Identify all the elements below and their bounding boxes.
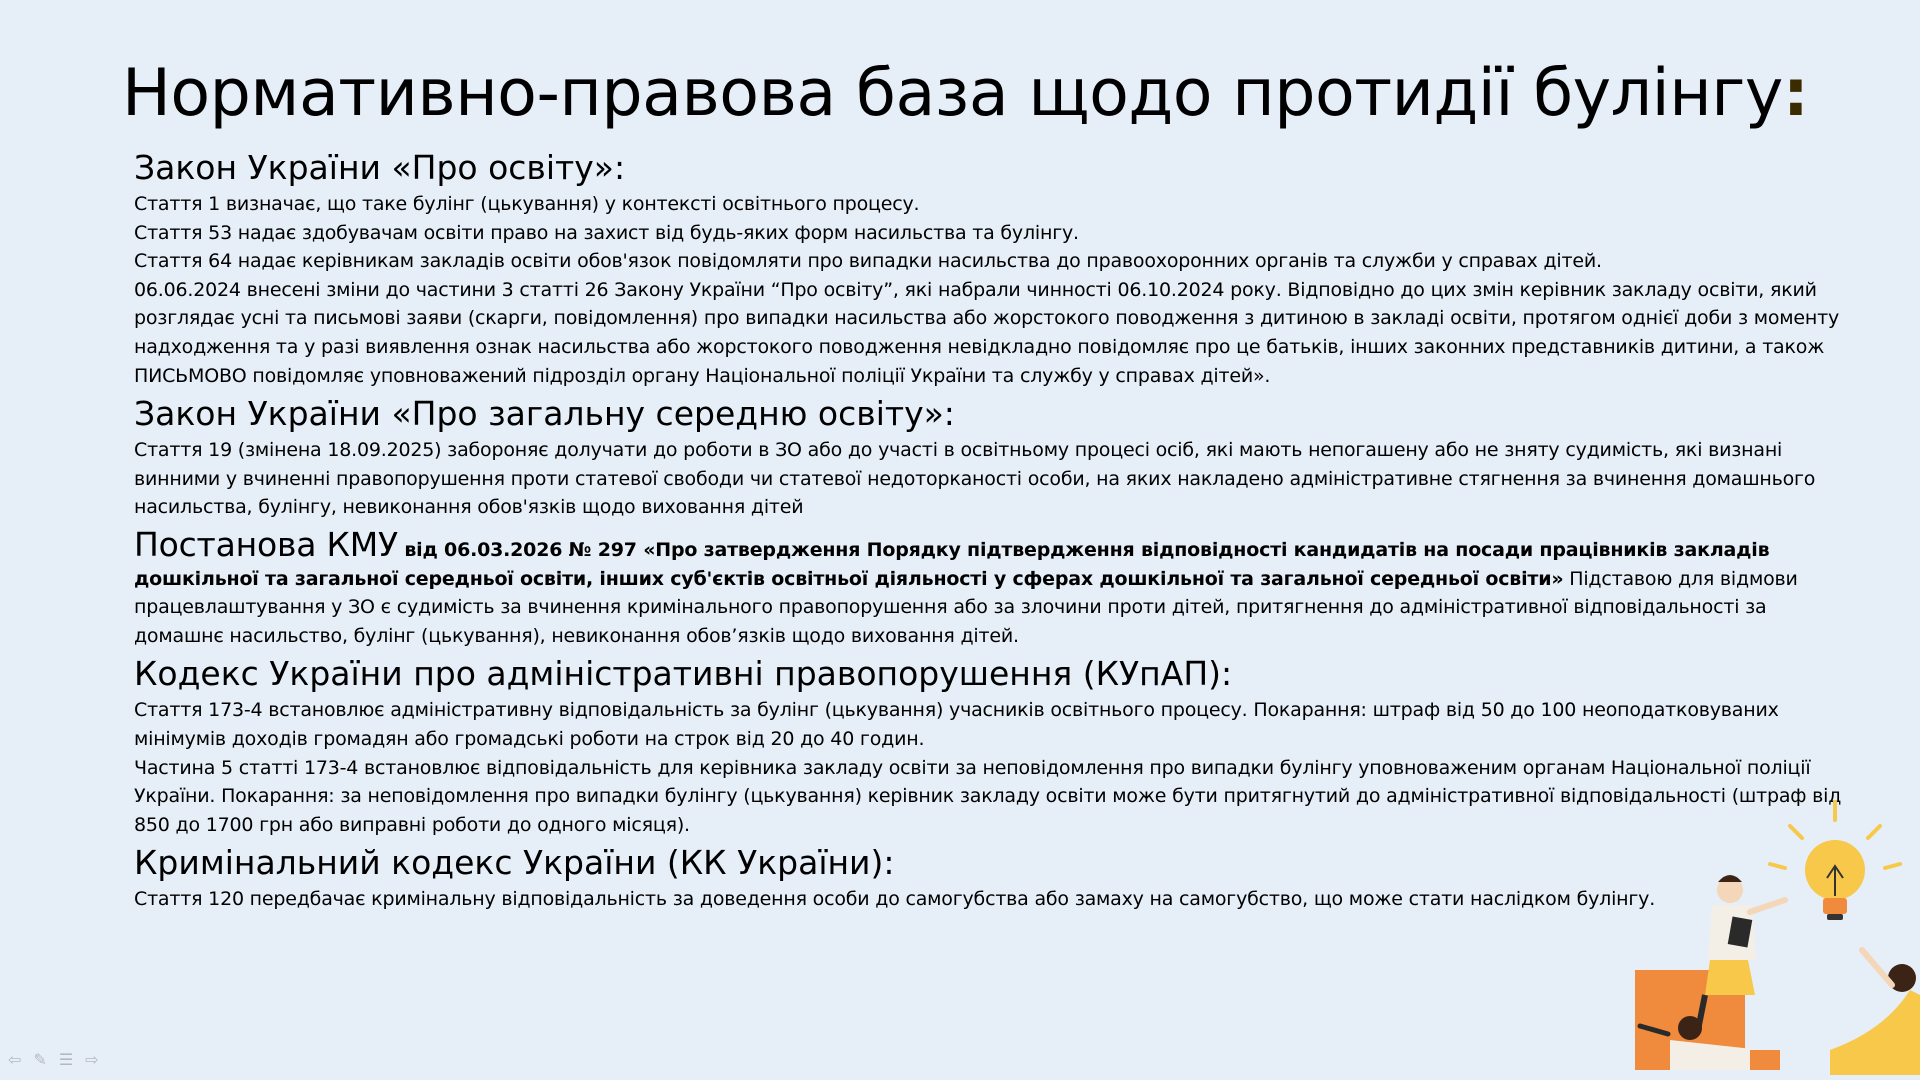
section-heading-kupap: Кодекс України про адміністративні правопорушення (КУпАП): [134, 654, 1233, 694]
section-heading-kmu: Постанова КМУ [134, 524, 398, 564]
paragraph-kmu [134, 526, 1844, 650]
paragraph-kupap-art173: Стаття 173-4 встановлює адміністративну відповідальність за булінг (цькування) учасників освітнього процесу. Покарання: штраф від 50 до 100 неоподатковуваних мінімумів доходів громадян або громадські роботи на строк від 20 до 40 годин. [134, 699, 1779, 750]
kmu-text: Підставою для відмови працевлаштування у ЗО є судимість за вчинення кримінального правопорушення або за злочини проти дітей, притягнення до адміністративної відповідальності за домашнє насильство, булінг (цькування), невиконання обов’язків щодо виховання дітей. [134, 567, 1798, 647]
paragraph-osvita-art53: Стаття 53 надає здобувачам освіти право на захист від будь-яких форм насильства та булінгу. [134, 221, 1079, 244]
paragraph-kk-art120: Стаття 120 передбачає кримінальну відповідальність за доведення особи до самогубства або замаху на самогубство, що може стати наслідком булінгу. [134, 888, 1656, 911]
section-heading-osvita: Закон України «Про освіту»: [134, 148, 626, 187]
paragraph-osvita-art1: Стаття 1 визначає, що таке булінг (цькування) у контексті освітнього процесу. [134, 193, 920, 215]
reaching-person-figure [1830, 950, 1920, 1075]
paragraph-osvita-art64: Стаття 64 надає керівникам закладів освіти обов'язок повідомляти про випадки насильства до правоохоронних органів та служби у справах дітей. [134, 250, 1602, 273]
slideshow-nav [8, 1050, 99, 1069]
arrow-right-icon[interactable]: ⇨ [85, 1050, 99, 1069]
menu-icon[interactable]: ☰ [58, 1050, 74, 1069]
slide-title-text: Нормативно-правова база щодо протидії булінгу [122, 56, 1783, 131]
slide-title [122, 55, 1808, 133]
slide-title-colon: : [1782, 56, 1809, 131]
pen-icon[interactable]: ✎ [33, 1050, 47, 1069]
kmu-resolution-title: від 06.03.2026 № 297 «Про затвердження Порядку підтвердження відповідності кандидатів на посади працівників закладів дошкільної та загальної середньої освіти, інших суб'єктів освітньої діяльності у сферах дошкільної та загальної середньої освіти» [134, 538, 1770, 590]
paragraph-osvita-changes: 06.06.2024 внесені зміни до частини 3 статті 26 Закону України “Про освіту”, які набрали чинності 06.10.2024 року. Відповідно до цих змін керівник закладу освіти, який розглядає усні та письмові заяви (скарги, повідомлення) про випадки насильства або жорстокого поводження з дитиною в закладі освіти, протягом однієї доби з моменту надходження та у разі виявлення ознак насильства або жорстокого поводження невідкладно повідомляє про це батьків, інших законних представників дитини, а також ПИСЬМОВО повідомляє уповноважений підрозділ органу Національної поліції України та службу у справах дітей». [134, 278, 1840, 387]
lightbulb-icon [1805, 840, 1865, 920]
arrow-left-icon[interactable]: ⇦ [8, 1050, 22, 1069]
paragraph-zso-art19: Стаття 19 (змінена 18.09.2025) забороняє долучати до роботи в ЗО або до участі в освітньому процесі осіб, які мають непогашену або не зняту судимість, які визнані винними у вчиненні правопорушення проти статевої свободи чи статевої недоторканості особи, на яких накладено адміністративне стягнення за вчинення домашнього насильства, булінгу, невиконання обов'язків щодо виховання дітей [134, 439, 1816, 519]
section-heading-zso: Закон України «Про загальну середню освіту»: [134, 394, 955, 434]
section-heading-kk: Кримінальний кодекс України (КК України): [134, 843, 895, 883]
slide-content [134, 148, 1844, 914]
people-lightbulb-illustration [1580, 800, 1920, 1080]
paragraph-kupap-part5: Частина 5 статті 173-4 встановлює відповідальність для керівника закладу освіти за неповідомлення про випадки булінгу уповноваженим органам Національної поліції України. Покарання: за неповідомлення про випадки булінгу (цькування) керівник закладу освіти може бути притягнутий до адміністративної відповідальності (штраф від 850 до 1700 грн або виправні роботи до одного місяця). [134, 756, 1842, 836]
